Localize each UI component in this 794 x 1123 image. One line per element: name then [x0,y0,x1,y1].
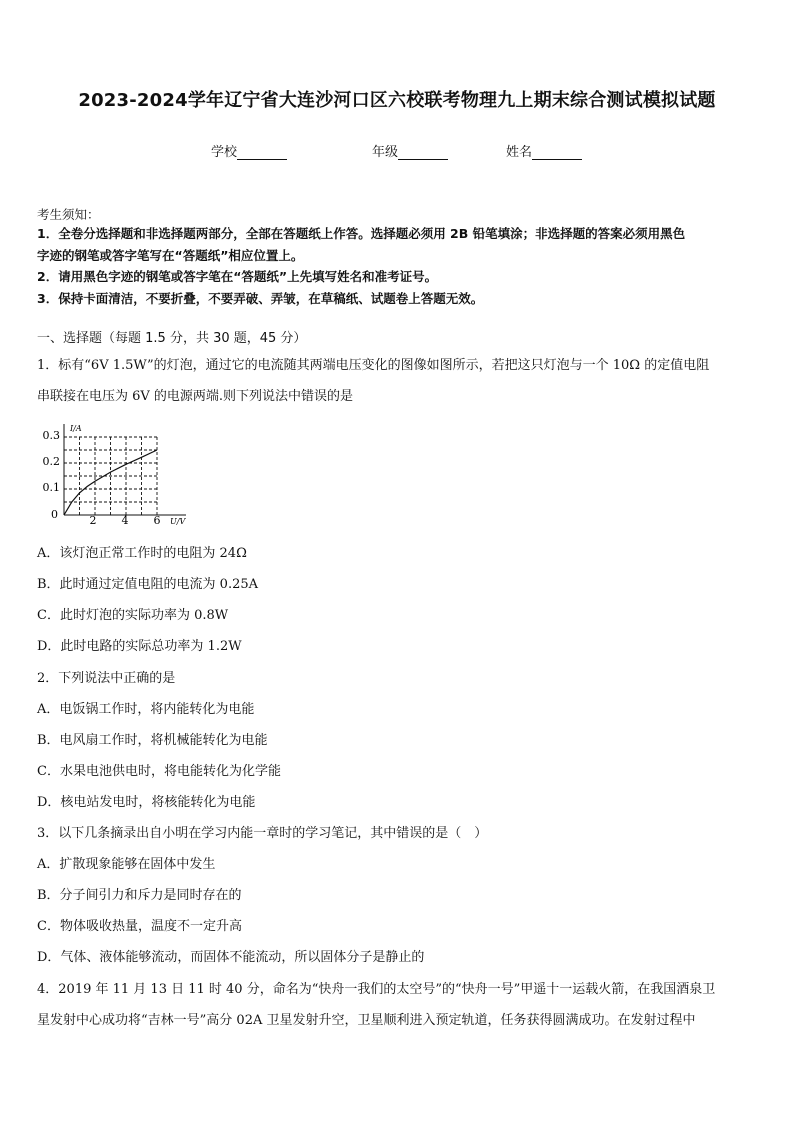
question-1-stem: 1．标有“6V 1.5W”的灯泡，通过它的电流随其两端电压变化的图像如图所示，若把这只灯泡与一个 10Ω 的定值电阻 [37,358,710,373]
notice-heading: 考生须知： [37,207,100,222]
option: C．物体吸收热量，温度不一定升高 [37,919,242,934]
x-tick-label: 4 [121,514,129,527]
option: C．水果电池供电时，将电能转化为化学能 [37,764,281,779]
option: A．电饭锅工作时，将内能转化为电能 [37,702,255,717]
option: B．分子间引力和斥力是同时存在的 [37,888,242,903]
option: A．扩散现象能够在固体中发生 [37,857,216,872]
question-3-stem: 3．以下几条摘录出自小明在学习内能一章时的学习笔记，其中错误的是（ ） [37,826,488,841]
grade-label: 年级 [372,145,399,160]
x-axis-label: U/V [170,517,186,526]
graph-grid [64,437,157,515]
notice-item: 字迹的钢笔或答字笔写在“答题纸”相应位置上。 [37,248,304,263]
section-heading: 一、选择题（每题 1.5 分，共 30 题，45 分） [37,331,307,346]
y-tick-label: 0.2 [42,455,60,468]
iv-graph [36,420,196,530]
name-field [506,141,582,160]
y-tick-label: 0.1 [42,481,60,494]
school-label: 学校 [211,145,238,160]
question-4-stem: 星发射中心成功将“吉林一号”高分 02A 卫星发射升空，卫星顺利进入预定轨道，任务获得圆满成功。在发射过程中 [37,1013,696,1028]
notice-item: 1．全卷分选择题和非选择题两部分，全部在答题纸上作答。选择题必须用 2B 铅笔填涂；非选择题的答案必须用黑色 [37,226,686,241]
x-tick-label: 2 [89,514,97,527]
grade-blank[interactable] [398,145,448,160]
option: D．此时电路的实际总功率为 1.2W [37,639,242,654]
question-4-stem: 4．2019 年 11 月 13 日 11 时 40 分，命名为“快舟一我们的太空号”的“快舟一号”甲遥十一运载火箭，在我国酒泉卫 [37,982,716,997]
question-1-stem: 串联接在电压为 6V 的电源两端.则下列说法中错误的是 [37,389,354,404]
origin-label: 0 [51,508,58,521]
school-blank[interactable] [237,145,287,160]
grade-field [372,141,448,160]
notice-item: 2．请用黑色字迹的钢笔或答字笔在“答题纸”上先填写姓名和准考证号。 [37,269,438,284]
option: C．此时灯泡的实际功率为 0.8W [37,608,229,623]
y-tick-label: 0.3 [42,429,60,442]
question-2-stem: 2．下列说法中正确的是 [37,671,176,686]
school-field [211,141,287,160]
name-label: 姓名 [506,145,533,160]
option: B．电风扇工作时，将机械能转化为电能 [37,733,268,748]
notice-item: 3．保持卡面清洁，不要折叠，不要弄破、弄皱，在草稿纸、试题卷上答题无效。 [37,291,484,306]
exam-title: 2023-2024学年辽宁省大连沙河口区六校联考物理九上期末综合测试模拟试题 [78,90,716,111]
option: D．气体、液体能够流动，而固体不能流动，所以固体分子是静止的 [37,950,425,965]
option: D．核电站发电时，将核能转化为电能 [37,795,256,810]
x-tick-label: 6 [153,514,161,527]
option: B．此时通过定值电阻的电流为 0.25A [37,577,259,592]
y-axis-label: I/A [70,424,82,433]
option: A．该灯泡正常工作时的电阻为 24Ω [37,546,247,561]
name-blank[interactable] [532,145,582,160]
